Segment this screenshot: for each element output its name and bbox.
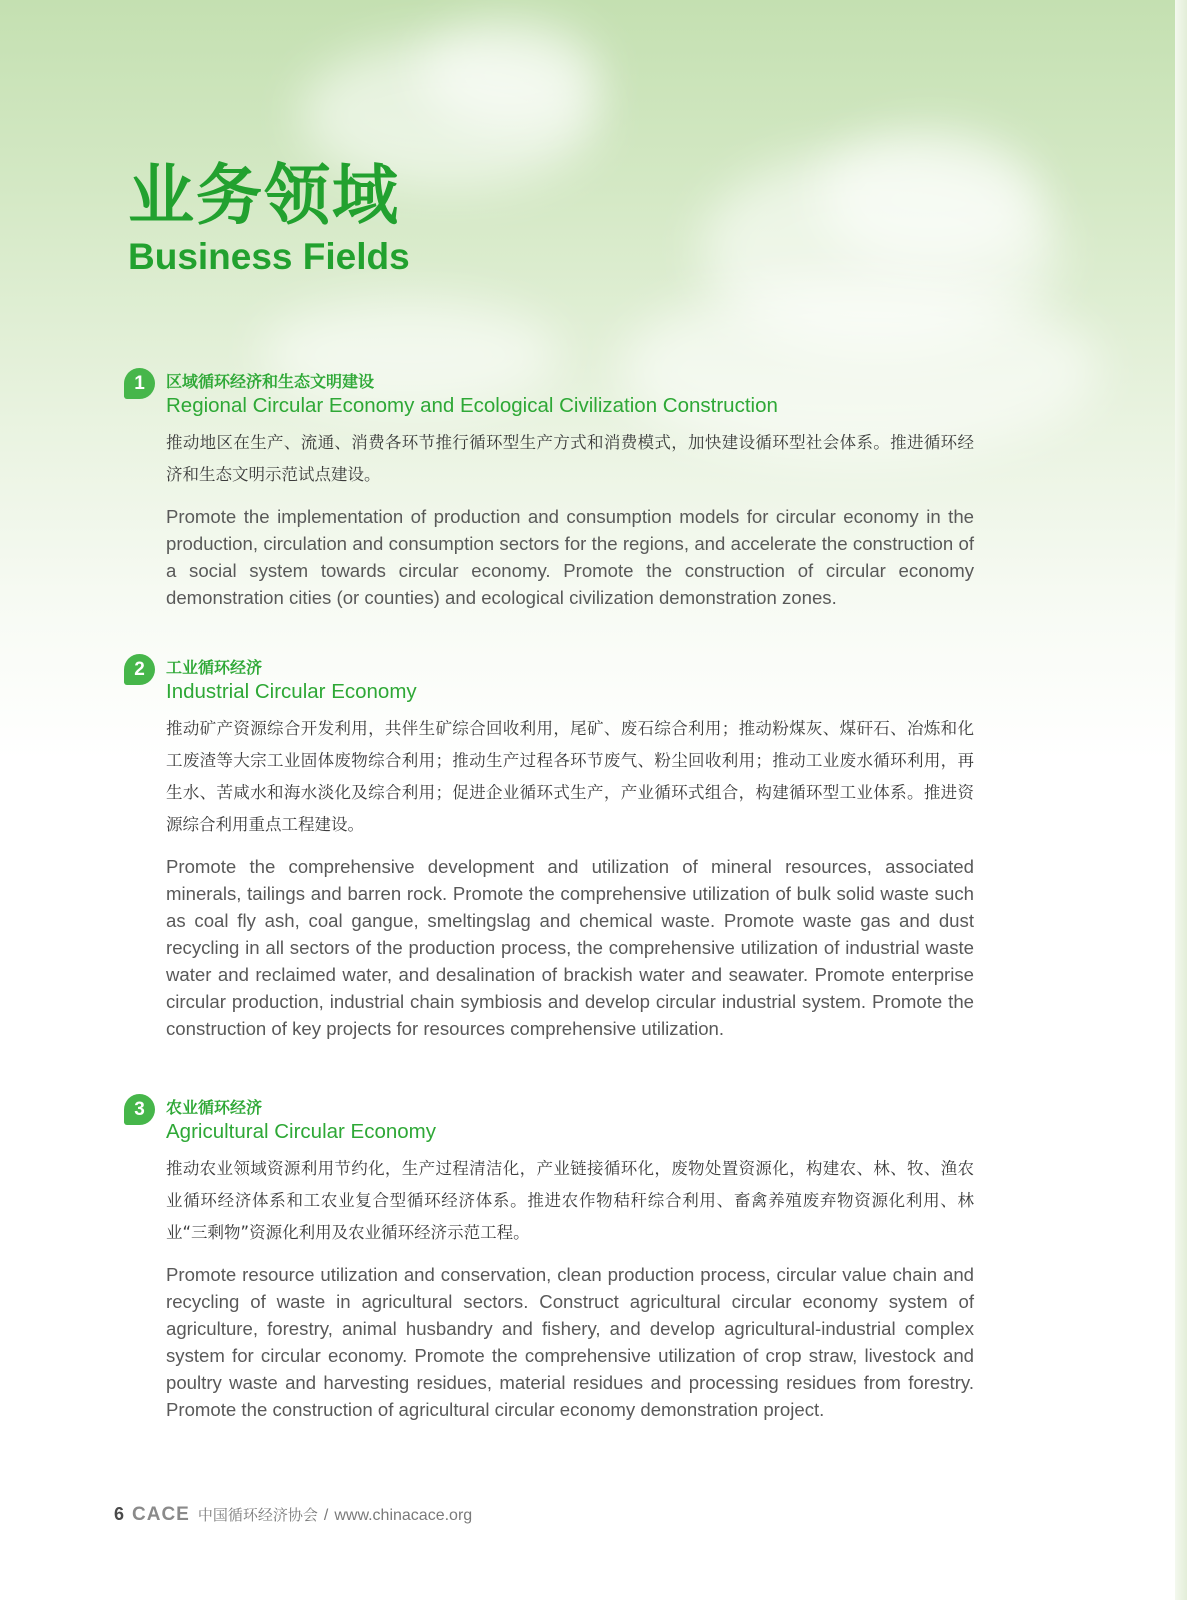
section-number-badge: 1	[124, 368, 155, 399]
footer-separator: /	[323, 1507, 329, 1524]
page-edge	[1175, 0, 1187, 1600]
section-body-en: Promote the implementation of production and consumption models for circular economy in the production, circulation and consumption sectors for the regions, and accelerate the construction of a social system towards circular economy. Promote the construction of circular economy demonstration cities (or counties) and ecological civilization demonstration zones.	[166, 506, 974, 608]
section-title-cn: 区域循环经济和生态文明建设	[166, 372, 375, 391]
section-title-en: Agricultural Circular Economy	[166, 1120, 437, 1143]
org-name-cn: 中国循环经济协会	[197, 1506, 318, 1524]
section-agricultural-circular-economy	[124, 1094, 974, 1423]
section-regional-circular-economy	[124, 368, 974, 611]
cloud-decoration	[820, 130, 1040, 270]
website-link[interactable]: www.chinacace.org	[334, 1507, 473, 1524]
section-number-badge: 3	[124, 1094, 155, 1125]
page-footer	[114, 1504, 472, 1526]
page-title-en: Business Fields	[128, 236, 410, 277]
section-title-en: Regional Circular Economy and Ecological Civilization Construction	[166, 394, 778, 417]
section-body-cn: 推动地区在生产、流通、消费各环节推行循环型生产方式和消费模式，加快建设循环型社会体系。推进循环经济和生态文明示范试点建设。	[166, 433, 974, 484]
cloud-decoration	[420, 20, 600, 130]
page-title	[128, 156, 410, 278]
page-number: 6	[114, 1504, 125, 1524]
section-body-cn: 推动矿产资源综合开发利用，共伴生矿综合回收利用，尾矿、废石综合利用；推动粉煤灰、煤矸石、冶炼和化工废渣等大宗工业固体废物综合利用；推动生产过程各环节废气、粉尘回收利用；推动工业废水循环利用，再生水、苦咸水和海水淡化及综合利用；促进企业循环式生产，产业循环式组合，构建循环型工业体系。推进资源综合利用重点工程建设。	[166, 719, 974, 834]
section-industrial-circular-economy	[124, 654, 974, 1042]
section-body-cn: 推动农业领域资源利用节约化，生产过程清洁化，产业链接循环化，废物处置资源化，构建农、林、牧、渔农业循环经济体系和工农业复合型循环经济体系。推进农作物秸秆综合利用、畜禽养殖废弃物资源化利用、林业“三剩物”资源化利用及农业循环经济示范工程。	[166, 1159, 974, 1242]
section-body-en: Promote resource utilization and conservation, clean production process, circular value chain and recycling of waste in agricultural sectors. Construct agricultural circular economy system of agriculture, forestry, animal husbandry and fishery, and develop agricultural-industrial complex system for circular economy. Promote the comprehensive utilization of crop straw, livestock and poultry waste and harvesting residues, material residues and processing residues from forestry. Promote the construction of agricultural circular economy demonstration project.	[166, 1264, 974, 1420]
org-abbreviation: CACE	[132, 1504, 190, 1525]
section-title-en: Industrial Circular Economy	[166, 680, 417, 703]
section-title-cn: 工业循环经济	[166, 658, 263, 677]
section-title-cn: 农业循环经济	[166, 1098, 263, 1117]
section-body-en: Promote the comprehensive development and utilization of mineral resources, associated minerals, tailings and barren rock. Promote the comprehensive utilization of bulk solid waste such as coal fly ash, coal gangue, smeltingslag and chemical waste. Promote waste gas and dust recycling in all sectors of the production process, the comprehensive utilization of industrial waste water and reclaimed water, and desalination of brackish water and seawater. Promote enterprise circular production, industrial chain symbiosis and develop circular industrial system. Promote the construction of key projects for resources comprehensive utilization.	[166, 856, 974, 1039]
page-title-cn: 业务领域	[128, 156, 400, 234]
section-number-badge: 2	[124, 654, 155, 685]
